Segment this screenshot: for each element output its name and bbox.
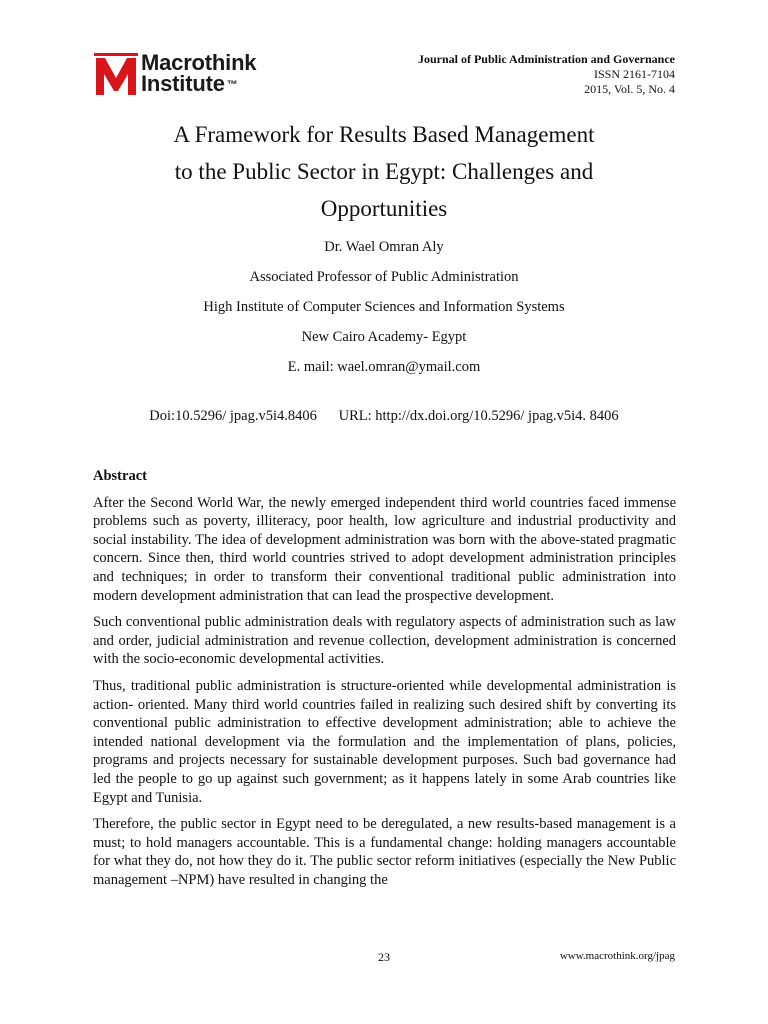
- author-institute: High Institute of Computer Sciences and Information Systems: [203, 299, 565, 315]
- footer-url-link[interactable]: www.macrothink.org/jpag: [559, 950, 675, 962]
- doi-url-link[interactable]: URL: http://dx.doi.org/10.5296/ jpag.v5i4. 8406: [338, 408, 619, 424]
- author-position: Associated Professor of Public Administration: [249, 269, 519, 285]
- logo-line-1: Macrothink: [141, 50, 257, 75]
- logo-line-2: [141, 73, 256, 94]
- journal-info: [418, 52, 675, 97]
- abstract-paragraph-4: Therefore, the public sector in Egypt need to be deregulated, a new results-based management is a must; to hold managers accountable. This is a fundamental change: holding managers accountable for what they do, not how they do it. The public sector reform initiatives (especially the New Public management –NPM) have resulted in changing the: [93, 816, 676, 888]
- author-block: [100, 238, 668, 388]
- journal-issn: ISSN 2161-7104: [593, 67, 675, 81]
- title-line-2: to the Public Sector in Egypt: Challenges and: [174, 159, 594, 184]
- logo-line-2-text: Institute: [141, 71, 225, 96]
- author-email: E. mail: wael.omran@ymail.com: [287, 359, 481, 375]
- abstract-section: [93, 467, 676, 897]
- title-line-1: A Framework for Results Based Management: [173, 122, 595, 147]
- trademark-symbol: ™: [226, 79, 238, 91]
- journal-name: Journal of Public Administration and Governance: [417, 52, 675, 66]
- paper-title: [100, 116, 668, 227]
- journal-volume: 2015, Vol. 5, No. 4: [584, 82, 675, 96]
- abstract-paragraph-1: After the Second World War, the newly emerged independent third world countries faced immense problems such as poverty, illiteracy, poor health, low agriculture and industrial productivity and social instability. The idea of development administration was born with the above-stated pragmatic concern. Since then, third world countries strived to adopt development administration principles and techniques; in order to transform their conventional traditional public administration into modern development administration that can lead the prospective development.: [93, 494, 676, 604]
- doi-text: Doi:10.5296/ jpag.v5i4.8406: [149, 408, 317, 424]
- macrothink-logo-icon: [94, 50, 138, 96]
- author-academy: New Cairo Academy- Egypt: [301, 329, 467, 345]
- title-line-3: Opportunities: [320, 196, 448, 221]
- abstract-paragraph-2: Such conventional public administration deals with regulatory aspects of administration such as law and order, judicial administration and revenue collection, development administration is concerned with the socio-economic developmental activities.: [93, 614, 676, 668]
- doi-line: [100, 408, 668, 425]
- author-name: Dr. Wael Omran Aly: [324, 239, 444, 255]
- publisher-logo: [94, 50, 294, 98]
- abstract-heading: Abstract: [93, 468, 147, 484]
- page-number: 23: [378, 950, 390, 964]
- logo-wordmark: [141, 52, 256, 94]
- abstract-paragraph-3: Thus, traditional public administration is structure-oriented while developmental administration is action- oriented. Many third world countries failed in realizing such desired shift by converting its conventional public administration to effective development administration; able to achieve the intended national development via the formulation and the implementation of plans, policies, programs and projects necessary for sustainable development purposes. Such bad governance had led the people to go up against such government; as it happens lately in some Arab countries like Egypt and Tunisia.: [93, 677, 676, 806]
